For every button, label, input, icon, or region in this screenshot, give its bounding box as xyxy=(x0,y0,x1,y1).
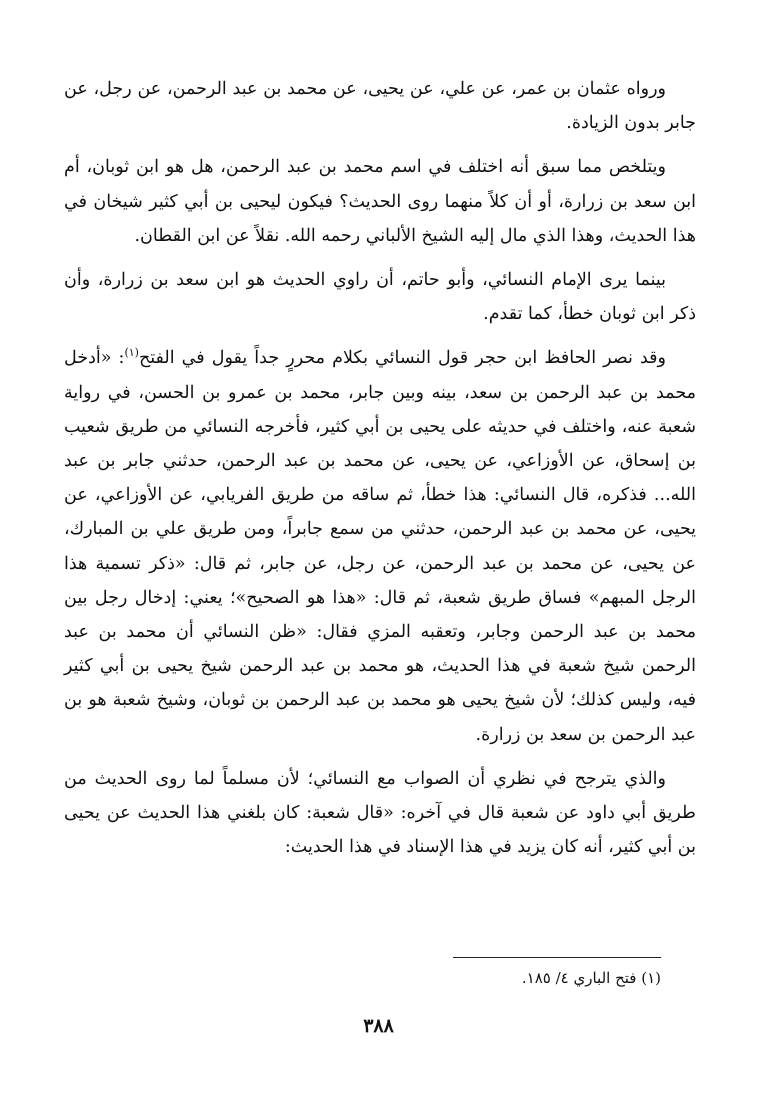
footnote-marker[interactable]: (١) xyxy=(124,346,139,360)
paragraph-4-lead: وقد نصر الحافظ ابن حجر قول النسائي بكلام محررٍ جداً يقول في الفتح xyxy=(138,348,666,369)
paragraph-3: بينما يرى الإمام النسائي، وأبو حاتم، أن راوي الحديث هو ابن سعد بن زرارة، وأن ذكر ابن ثوبان خطأ، كما تقدم. xyxy=(64,270,696,325)
footnote-separator xyxy=(453,957,661,958)
paragraph-1: ورواه عثمان بن عمر، عن علي، عن يحيى، عن محمد بن عبد الرحمن، عن رجل، عن جابر بدون الزيادة. xyxy=(64,79,696,134)
paragraph-4-quote: : «أدخل محمد بن عبد الرحمن بن سعد، بينه وبين جابر، محمد بن عمرو بن الحسن، في رواية شعبة عنه، واختلف في حديثه على يحيى بن أبي كثير، فأخرجه النسائي من طريق شعيب بن إسحاق، عن الأوزاعي، عن يحيى، عن محمد بن عبد الرحمن، حدثني جابر بن عبد الله... فذكره، قال النسائي: هذا خطأ، ثم ساقه من طريق الفريابي، عن الأوزاعي، عن يحيى، عن محمد بن عبد الرحمن، حدثني من سمع جابراً، ومن طريق علي بن المبارك، عن يحيى، عن محمد بن عبد الرحمن، عن رجل، عن جابر، ثم قال: «ذكر تسمية هذا الرجل المبهم» فساق طريق شعبة، ثم قال: «هذا هو الصحيح»؛ يعني: إدخال رجل بين محمد بن عبد الرحمن وجابر، وتعقبه المزي فقال: «ظن النسائي أن محمد بن عبد الرحمن شيخ شعبة في هذا الحديث، هو محمد بن عبد الرحمن شيخ يحيى بن أبي كثير فيه، وليس كذلك؛ لأن شيخ يحيى هو محمد بن عبد الرحمن بن ثوبان، وشيخ شعبة هو بن عبد الرحمن بن سعد بن زرارة. xyxy=(64,348,696,745)
paragraph-2: ويتلخص مما سبق أنه اختلف في اسم محمد بن عبد الرحمن، هل هو ابن ثوبان، أم ابن سعد بن زرارة، أو أن كلاً منهما روى الحديث؟ فيكون ليحيى بن أبي كثير شيخان في هذا الحديث، وهذا الذي مال إليه الشيخ الألباني رحمه الله. نقلاً عن ابن القطان. xyxy=(64,157,696,246)
paragraph-5: والذي يترجح في نظري أن الصواب مع النسائي؛ لأن مسلماً لما روى الحديث من طريق أبي داود عن شعبة قال في آخره: «قال شعبة: كان بلغني هذا الحديث عن يحيى بن أبي كثير، أنه كان يزيد في هذا الإسناد في هذا الحديث: xyxy=(64,768,696,858)
paragraph-4 xyxy=(64,341,696,751)
main-text xyxy=(64,72,696,874)
footnote: (١) فتح الباري ٤/ ١٨٥. xyxy=(521,969,661,987)
page-number: ٣٨٨ xyxy=(363,1015,394,1037)
